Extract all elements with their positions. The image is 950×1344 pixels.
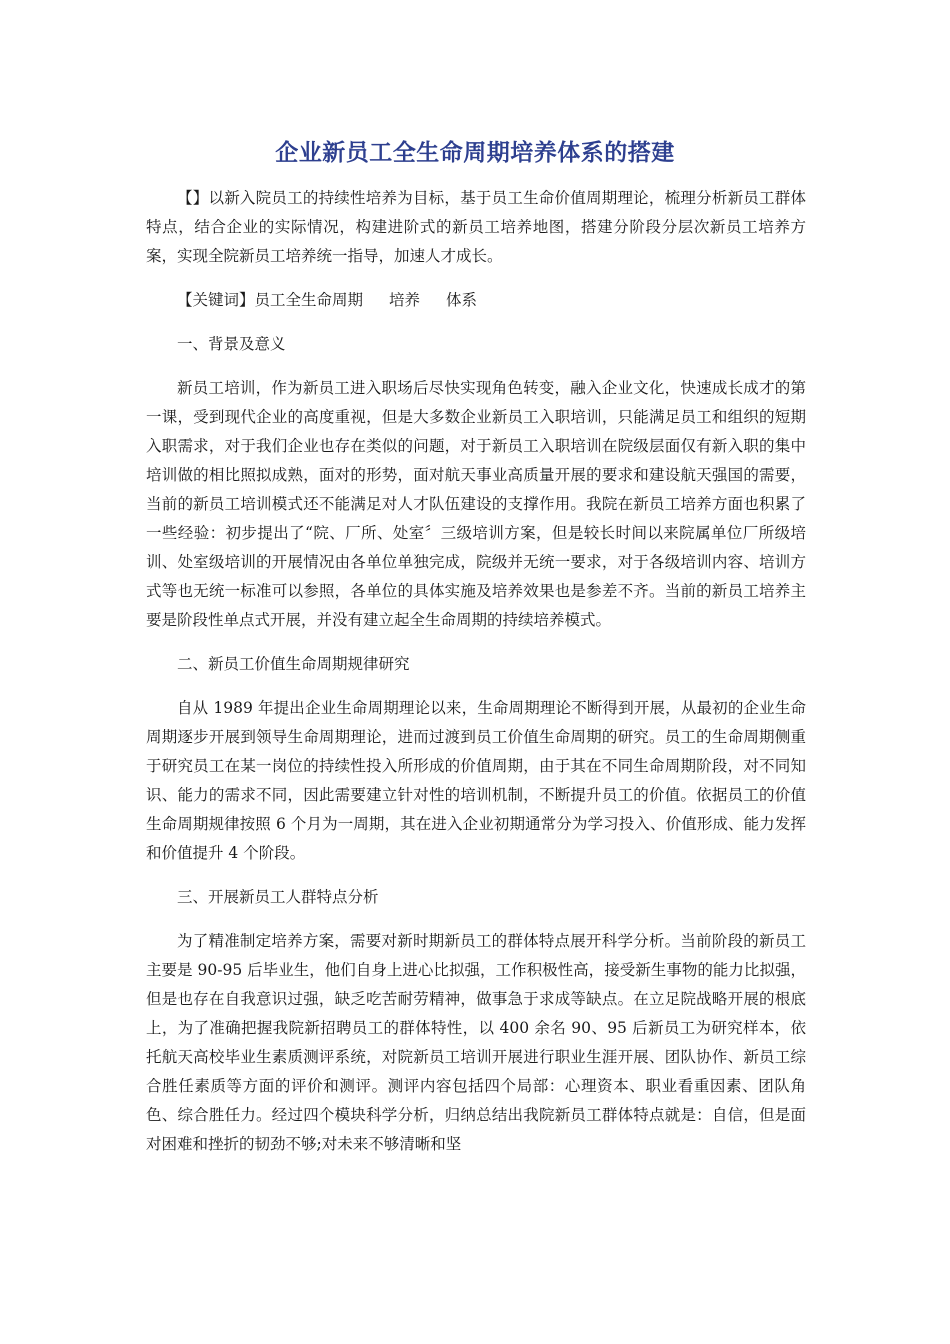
keywords-line <box>146 286 806 315</box>
keyword-item: 培养 <box>389 291 421 309</box>
document-body <box>146 184 806 1159</box>
abstract-paragraph: 【】以新入院员工的持续性培养为目标，基于员工生命价值周期理论，梳理分析新员工群体特点，结合企业的实际情况，构建进阶式的新员工培养地图，搭建分阶段分层次新员工培养方案，实现全院新员工培养统一指导，加速人才成长。 <box>146 189 806 265</box>
section-heading: 一、背景及意义 <box>177 335 286 353</box>
keyword-item: 员工全生命周期 <box>254 291 364 309</box>
keyword-item: 体系 <box>446 291 478 309</box>
section-heading: 三、开展新员工人群特点分析 <box>177 888 379 906</box>
section-heading: 二、新员工价值生命周期规律研究 <box>177 655 410 673</box>
document-title: 企业新员工全生命周期培养体系的搭建 <box>275 140 675 166</box>
keywords-label: 【关键词】 <box>177 291 255 309</box>
section-paragraph: 自从 1989 年提出企业生命周期理论以来，生命周期理论不断得到开展，从最初的企业生命周期逐步开展到领导生命周期理论，进而过渡到员工价值生命周期的研究。员工的生命周期侧重于研究员工在某一岗位的持续性投入所形成的价值周期，由于其在不同生命周期阶段，对不同知识、能力的需求不同，因此需要建立针对性的培训机制，不断提升员工的价值。依据员工的价值生命周期规律按照 6 个月为一周期，其在进入企业初期通常分为学习投入、价值形成、能力发挥和价值提升 4 个阶段。 <box>146 699 806 862</box>
section-paragraph: 新员工培训，作为新员工进入职场后尽快实现角色转变，融入企业文化，快速成长成才的第一课，受到现代企业的高度重视，但是大多数企业新员工入职培训，只能满足员工和组织的短期入职需求，对于我们企业也存在类似的问题，对于新员工入职培训在院级层面仅有新入职的集中培训做的相比照拟成熟，面对的形势，面对航天事业高质量开展的要求和建设航天强国的需要，当前的新员工培训模式还不能满足对人才队伍建设的支撑作用。我院在新员工培养方面也积累了一些经验：初步提出了“院、厂所、处室〞三级培训方案，但是较长时间以来院属单位厂所级培训、处室级培训的开展情况由各单位单独完成，院级并无统一要求，对于各级培训内容、培训方式等也无统一标准可以参照，各单位的具体实施及培养效果也是参差不齐。当前的新员工培养主要是阶段性单点式开展，并没有建立起全生命周期的持续培养模式。 <box>146 379 806 629</box>
section-paragraph: 为了精准制定培养方案，需要对新时期新员工的群体特点展开科学分析。当前阶段的新员工主要是 90-95 后毕业生，他们自身上进心比拟强，工作积极性高，接受新生事物的能力比拟强，但是也存在自我意识过强，缺乏吃苦耐劳精神，做事急于求成等缺点。在立足院战略开展的根底上，为了准确把握我院新招聘员工的群体特性，以 400 余名 90、95 后新员工为研究样本，依托航天高校毕业生素质测评系统，对院新员工培训开展进行职业生涯开展、团队协作、新员工综合胜任素质等方面的评价和测评。测评内容包括四个局部：心理资本、职业看重因素、团队角色、综合胜任力。经过四个模块科学分析，归纳总结出我院新员工群体特点就是：自信，但是面对困难和挫折的韧劲不够;对未来不够清晰和坚 <box>146 932 806 1153</box>
